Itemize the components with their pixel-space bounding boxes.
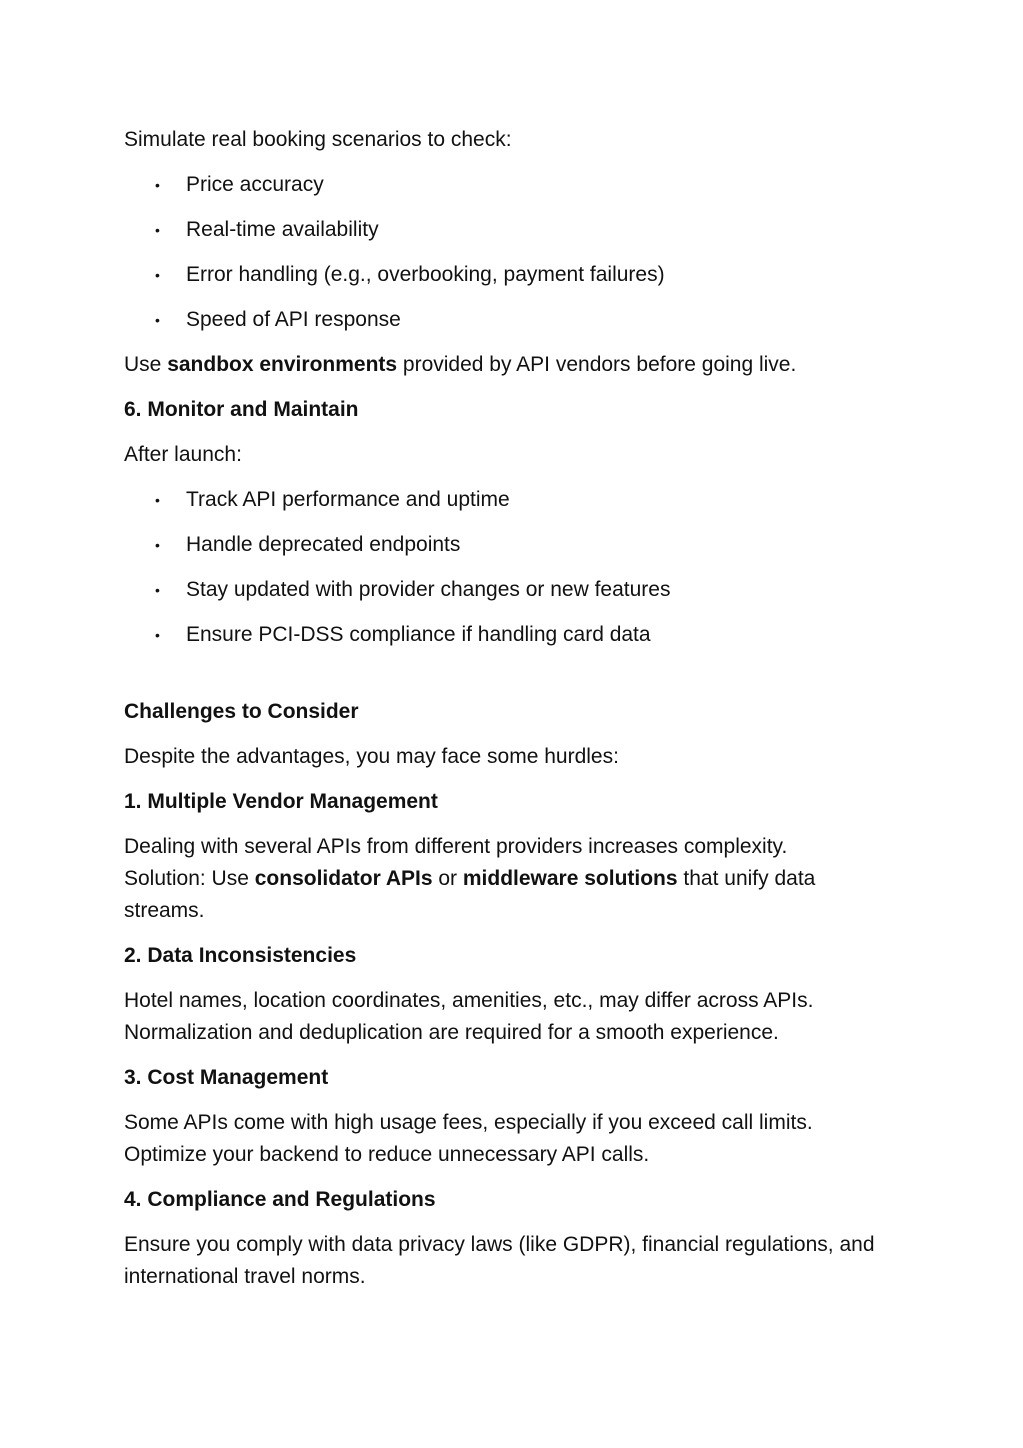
sandbox-bold-term: sandbox environments — [167, 353, 398, 376]
section5-bullet-list — [124, 169, 884, 336]
challenge-3-heading: 3. Cost Management — [124, 1066, 329, 1089]
section6-heading: 6. Monitor and Maintain — [124, 398, 359, 421]
challenge-2-heading: 2. Data Inconsistencies — [124, 944, 357, 967]
challenge-4-text: Ensure you comply with data privacy laws (like GDPR), financial regulations, and international travel norms. — [124, 1233, 875, 1288]
document-page — [124, 124, 884, 1306]
bullet-icon: • — [155, 177, 160, 193]
section6-intro: After launch: — [124, 443, 242, 466]
section6-bullet-list — [124, 484, 884, 651]
list-item: • Handle deprecated endpoints — [124, 529, 884, 561]
section5-intro: Simulate real booking scenarios to check: — [124, 128, 512, 151]
bullet-icon: • — [155, 582, 160, 598]
bullet-icon: • — [155, 312, 160, 328]
middleware-bold-term: middleware solutions — [462, 867, 678, 890]
bullet-icon: • — [155, 222, 160, 238]
list-item: • Ensure PCI-DSS compliance if handling card data — [124, 619, 884, 651]
bullet-icon: • — [155, 492, 160, 508]
list-item: • Track API performance and uptime — [124, 484, 884, 516]
bullet-icon: • — [155, 627, 160, 643]
list-item: • Speed of API response — [124, 304, 884, 336]
challenges-heading: Challenges to Consider — [124, 700, 359, 723]
list-item: • Stay updated with provider changes or new features — [124, 574, 884, 606]
challenge-4-heading: 4. Compliance and Regulations — [124, 1188, 436, 1211]
list-item: • Real-time availability — [124, 214, 884, 246]
challenges-intro: Despite the advantages, you may face some hurdles: — [124, 745, 619, 768]
bullet-icon: • — [155, 537, 160, 553]
section-spacer — [124, 664, 884, 696]
consolidator-bold-term: consolidator APIs — [254, 867, 433, 890]
challenge-1-text: Dealing with several APIs from different providers increases complexity. Solution: Use consolidator APIs or middleware solutions that unify data streams. — [124, 835, 816, 922]
list-item: • Price accuracy — [124, 169, 884, 201]
bullet-icon: • — [155, 267, 160, 283]
list-item: • Error handling (e.g., overbooking, payment failures) — [124, 259, 884, 291]
sandbox-paragraph: Use sandbox environments provided by API vendors before going live. — [124, 353, 797, 376]
challenge-3-text: Some APIs come with high usage fees, especially if you exceed call limits. Optimize your backend to reduce unnecessary API calls. — [124, 1111, 813, 1166]
challenge-1-heading: 1. Multiple Vendor Management — [124, 790, 438, 813]
challenge-2-text: Hotel names, location coordinates, amenities, etc., may differ across APIs. Normalization and deduplication are required for a smooth experience. — [124, 989, 814, 1044]
